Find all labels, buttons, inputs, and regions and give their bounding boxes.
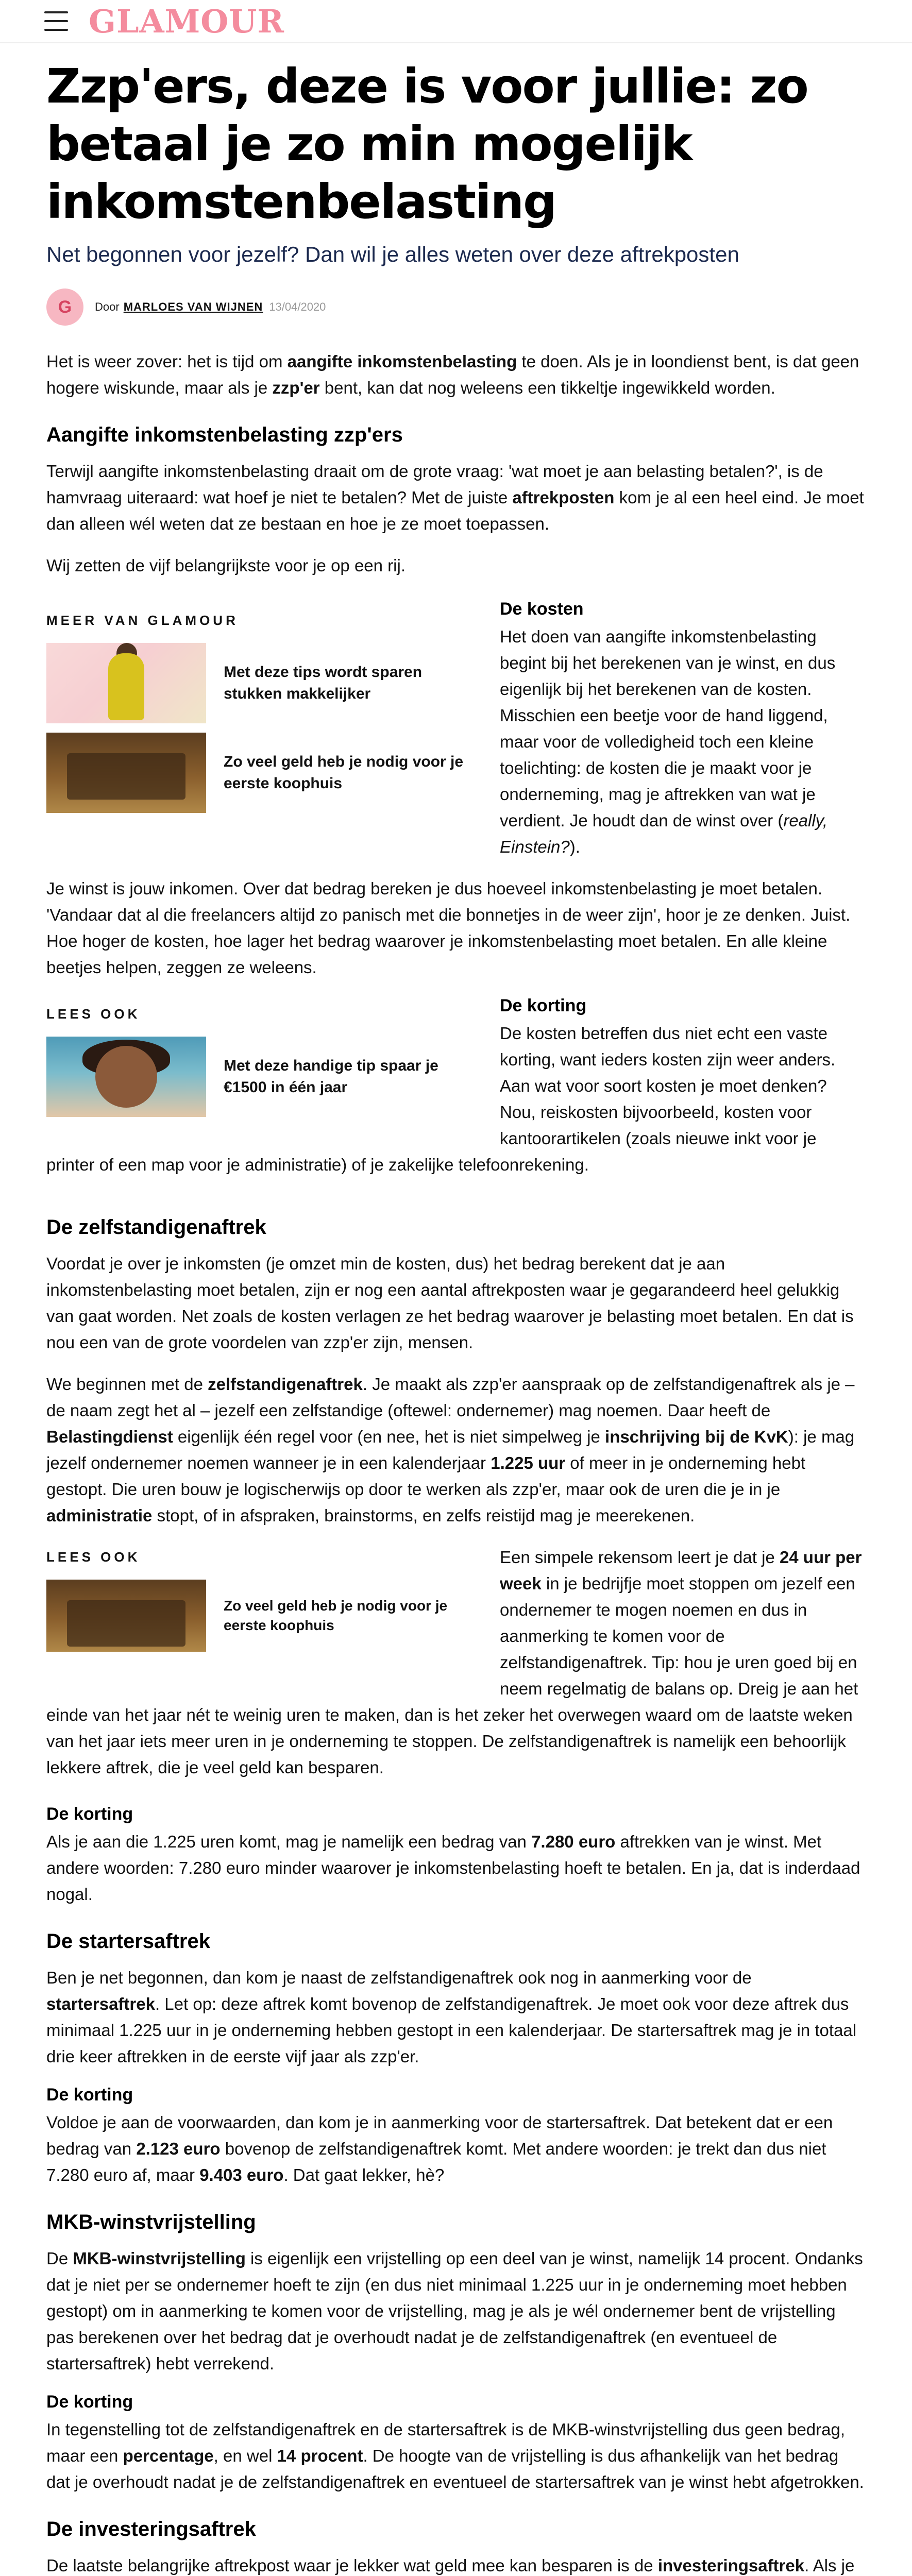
paragraph: Voldoe je aan de voorwaarden, dan kom je in aanmerking voor de startersaftrek. Dat betekent dat er een bedrag van 2.123 euro bovenop de zelfstandigenaftrek komt. Met andere woorden: je trekt dan dus niet 7.280 euro af, maar 9.403 euro. Dat gaat lekker, hè?	[46, 2113, 833, 2184]
paragraph: Wij zetten de vijf belangrijkste voor je op een rij.	[46, 556, 406, 575]
paragraph: Ben je net begonnen, dan kom je naast de zelfstandigenaftrek ook nog in aanmerking voor de startersaftrek. Let op: deze aftrek komt bovenop de zelfstandigenaftrek. Je moet ook voor deze aftrek dus minimaal 1.225 uur in je onderneming hebben gestopt in een kalenderjaar. De startersaftrek mag je in totaal drie keer aftrekken in de eerste vijf jaar als zzp'er.	[46, 1968, 857, 2066]
page-title: Zzp'ers, deze is voor jullie: zo betaal je zo min mogelijk inkomstenbelasting	[46, 59, 808, 229]
paragraph: Het doen van aangifte inkomstenbelasting begint bij het berekenen van je winst, en dus eigenlijk bij het berekenen van de kosten. Misschien een beetje voor de hand liggend, maar voor de volledigheid toch een kleine toelichting: de kosten die je maakt voor je onderneming, mag je aftrekken van wat je verdient. Je houdt dan de winst over (really, Einstein?).	[500, 627, 836, 856]
related-card-read	[46, 1549, 469, 1661]
related-item[interactable]	[46, 643, 469, 723]
related-card-more	[46, 613, 469, 822]
paragraph: De kosten betreffen dus niet echt een vaste korting, want ieders kosten zijn weer anders. Aan wat voor soort kosten je moet denken? Nou, reiskosten bijvoorbeeld, kosten voor kantoorartikelen (zoals nieuwe inkt voor je printer of een map voor je administratie) of je zakelijke telefoonrekening.	[46, 1024, 836, 1174]
site-header	[0, 0, 912, 43]
related-title[interactable]: Zo veel geld heb je nodig voor je eerste koophuis	[224, 753, 464, 792]
related-item[interactable]	[46, 1580, 469, 1652]
sub-heading: De korting	[46, 2085, 133, 2105]
byline-prefix: Door	[95, 300, 120, 313]
sub-heading: De korting	[500, 996, 587, 1015]
article	[0, 43, 912, 2576]
publish-date: 13/04/2020	[269, 300, 326, 313]
paragraph: We beginnen met de zelfstandigenaftrek. Je maakt als zzp'er aanspraak op de zelfstandigenaftrek als je – de naam zegt het al – jezelf een zelfstandige (oftewel: ondernemer) mag noemen. Daar heeft de Belastingdienst eigenlijk één regel voor (en nee, het is niet simpelweg je inschrijving bij de KvK): je mag jezelf ondernemer noemen wanneer je in een kalenderjaar 1.225 uur of meer in je onderneming hebt gestopt. Die uren bouw je logischerwijs op door te werken als zzp'er, maar ook de uren die je in je administratie stopt, of in afspraken, brainstorms, en zelfs reistijd mag je meerekenen.	[46, 1375, 855, 1525]
related-thumbnail[interactable]	[46, 1580, 206, 1652]
paragraph: Een simpele rekensom leert je dat je 24 uur per week in je bedrijfje moet stoppen om jezelf een ondernemer te mogen noemen en dus in aanmerking te komen voor de zelfstandigenaftrek. Tip: hou je uren goed bij en neem regelmatig de balans op. Dreig je aan het einde van het jaar nét te weinig uren te maken, dan is het zeker het overwegen waard om de laatste weken van het jaar iets meer uren in je onderneming te stoppen. De zelfstandigenaftrek is namelijk een behoorlijk lekkere aftrek, die je veel geld kan besparen.	[46, 1548, 862, 1777]
related-item[interactable]	[46, 1037, 469, 1117]
author-link[interactable]: MARLOES VAN WIJNEN	[123, 300, 263, 313]
menu-icon[interactable]	[44, 11, 68, 31]
author-avatar: G	[46, 289, 83, 326]
paragraph: In tegenstelling tot de zelfstandigenaftrek en de startersaftrek is de MKB-winstvrijstelling dus geen bedrag, maar een percentage, en wel 14 procent. De hoogte van de vrijstelling is dus afhankelijk van het bedrag dat je overhoudt nadat je de zelfstandigenaftrek en eventueel de startersaftrek van je winst hebt afgetrokken.	[46, 2420, 864, 2492]
sub-heading: De kosten	[500, 599, 584, 619]
sub-heading: De korting	[46, 2392, 133, 2412]
section-heading: MKB-winstvrijstelling	[46, 2211, 256, 2233]
section-heading: De zelfstandigenaftrek	[46, 1216, 266, 1239]
paragraph: Voordat je over je inkomsten (je omzet min de kosten, dus) het bedrag berekent dat je aan inkomstenbelasting moet betalen, zijn er nog een aantal aftrekposten waar je gegarandeerd heel gelukkig van gaat worden. Net zoals de kosten verlagen ze het bedrag waarover je belasting moet betalen. En dat is nou een van de grote voordelen van zzp'er zijn, mensen.	[46, 1254, 854, 1352]
card-label: MEER VAN GLAMOUR	[46, 613, 239, 628]
related-title[interactable]: Zo veel geld heb je nodig voor je eerste koophuis	[224, 1598, 448, 1633]
byline	[46, 286, 866, 328]
related-thumbnail[interactable]	[46, 1037, 206, 1117]
related-title[interactable]: Met deze handige tip spaar je €1500 in één jaar	[224, 1057, 438, 1096]
site-logo[interactable]: GLAMOUR	[89, 2, 284, 40]
related-thumbnail[interactable]	[46, 643, 206, 723]
paragraph: Als je aan die 1.225 uren komt, mag je namelijk een bedrag van 7.280 euro aftrekken van je winst. Met andere woorden: 7.280 euro minder waarover je inkomstenbelasting hoeft te betalen. En ja, dat is inderdaad nogal.	[46, 1832, 860, 1904]
paragraph: Het is weer zover: het is tijd om aangifte inkomstenbelasting te doen. Als je in loondienst bent, is dat geen hogere wiskunde, maar als je zzp'er bent, kan dat nog weleens een tikkeltje ingewikkeld worden.	[46, 352, 859, 397]
article-body	[46, 348, 866, 2576]
related-title[interactable]: Met deze tips wordt sparen stukken makkelijker	[224, 664, 423, 702]
paragraph: De laatste belangrijke aftrekpost waar je lekker wat geld mee kan besparen is de investeringsaftrek. Als je	[46, 2556, 855, 2575]
card-label: LEES OOK	[46, 1006, 141, 1022]
card-label: LEES OOK	[46, 1549, 141, 1565]
related-card-read	[46, 1006, 469, 1126]
related-item[interactable]	[46, 733, 469, 813]
section-heading: Aangifte inkomstenbelasting zzp'ers	[46, 423, 403, 446]
sub-heading: De korting	[46, 1804, 133, 1824]
paragraph: Je winst is jouw inkomen. Over dat bedrag bereken je dus hoeveel inkomstenbelasting je moet betalen. 'Vandaar dat al die freelancers altijd zo panisch met die bonnetjes in de weer zijn', hoor je ze denken. Juist. Hoe hoger de kosten, hoe lager het bedrag waarover je inkomstenbelasting moet betalen. En alle kleine beetjes helpen, zeggen ze weleens.	[46, 879, 851, 977]
related-thumbnail[interactable]	[46, 733, 206, 813]
paragraph: Terwijl aangifte inkomstenbelasting draait om de grote vraag: 'wat moet je aan belasting betalen?', is de hamvraag uiteraard: wat hoef je niet te betalen? Met de juiste aftrekposten kom je al een heel eind. Je moet dan alleen wél weten dat ze bestaan en hoe je ze moet toepassen.	[46, 462, 864, 533]
article-subtitle: Net begonnen voor jezelf? Dan wil je alles weten over deze aftrekposten	[46, 242, 739, 266]
paragraph: De MKB-winstvrijstelling is eigenlijk een vrijstelling op een deel van je winst, namelijk 14 procent. Ondanks dat je niet per se ondernemer hoeft te zijn (en dus niet minimaal 1.225 uur in je onderneming moet hebben gestopt) om in aanmerking te komen voor de vrijstelling, mag je als je wél ondernemer bent de vrijstelling pas berekenen over het bedrag dat je overhoudt nadat je de zelfstandigenaftrek (en eventueel de startersaftrek) hebt verrekend.	[46, 2249, 863, 2373]
section-heading: De startersaftrek	[46, 1930, 210, 1953]
section-heading: De investeringsaftrek	[46, 2518, 256, 2540]
